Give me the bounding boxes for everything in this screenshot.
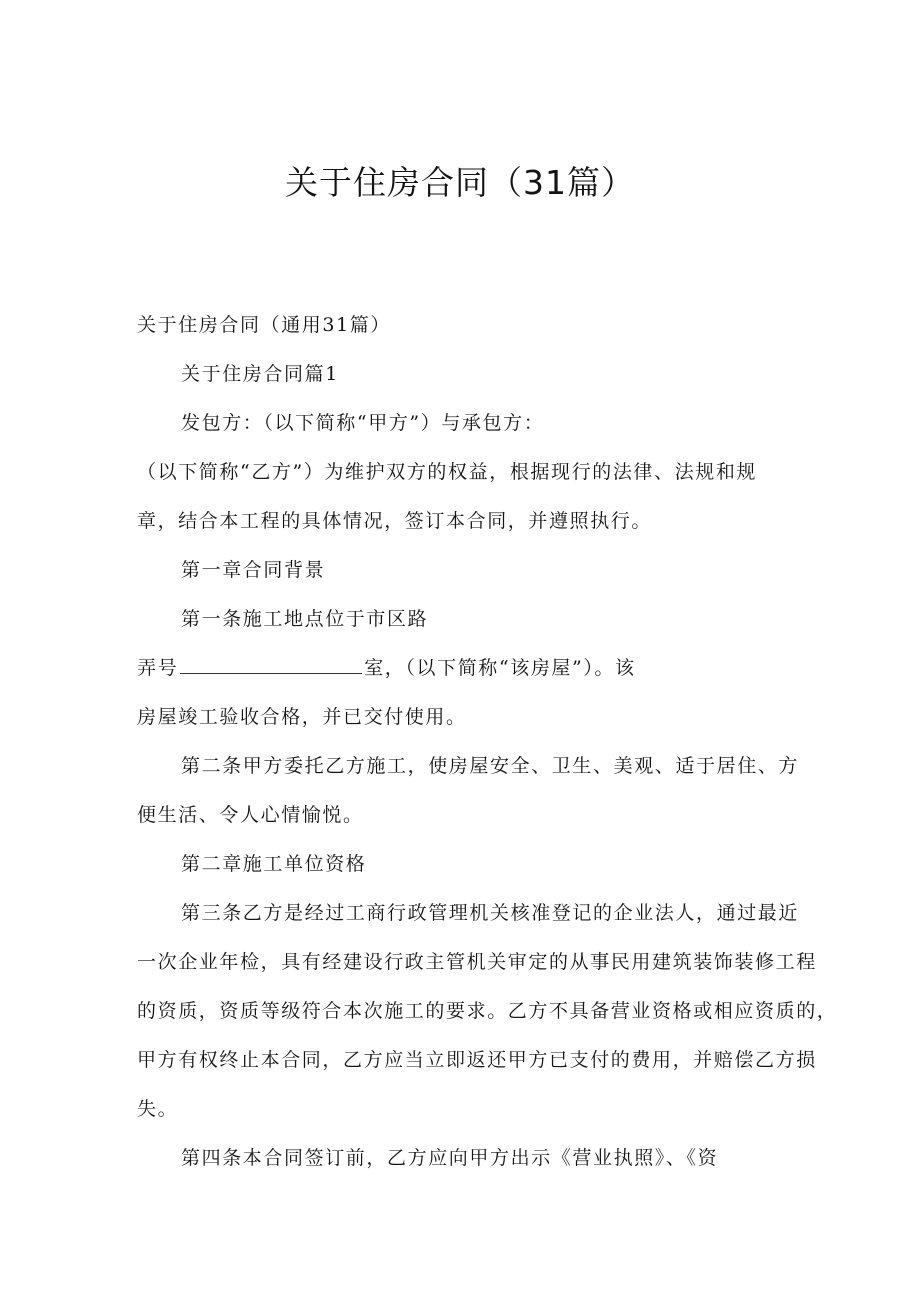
subtitle-line: 关于住房合同（通用31篇）	[137, 314, 391, 336]
paragraph-line: 第一条施工地点位于市区路	[181, 608, 429, 630]
section-heading: 关于住房合同篇1	[181, 363, 339, 385]
paragraph-line: （以下简称“乙方”）为维护双方的权益，根据现行的法律、法规和规	[137, 461, 758, 483]
paragraph-line: 一次企业年检，具有经建设行政主管机关审定的从事民用建筑装饰装修工程	[137, 951, 817, 973]
chapter-heading: 第二章施工单位资格	[181, 853, 367, 875]
paragraph-line: 章，结合本工程的具体情况，签订本合同，并遵照执行。	[137, 510, 653, 532]
paragraph-line: 的资质，资质等级符合本次施工的要求。乙方不具备营业资格或相应资质的，	[137, 1000, 838, 1022]
paragraph-line: 失。	[137, 1098, 179, 1120]
paragraph-line: 发包方：（以下简称“甲方”）与承包方：	[181, 412, 545, 434]
document-title: 关于住房合同（31篇）	[285, 163, 635, 202]
paragraph-line-with-blank	[137, 654, 636, 682]
paragraph-line: 便生活、令人心情愉悦。	[137, 804, 364, 826]
paragraph-line: 第四条本合同签订前，乙方应向甲方出示《营业执照》、《资	[181, 1147, 719, 1169]
paragraph-fragment: 弄号	[137, 657, 179, 679]
paragraph-line: 第三条乙方是经过工商行政管理机关核准登记的企业法人，通过最近	[181, 902, 800, 924]
paragraph-line: 甲方有权终止本合同，乙方应当立即返还甲方已支付的费用，并赔偿乙方损	[137, 1049, 817, 1071]
paragraph-line: 第二条甲方委托乙方施工，使房屋安全、卫生、美观、适于居住、方	[181, 755, 800, 777]
paragraph-line: 房屋竣工验收合格，并已交付使用。	[137, 706, 467, 728]
fill-in-blank	[180, 655, 362, 674]
chapter-heading: 第一章合同背景	[181, 559, 326, 581]
paragraph-fragment: 室，（以下简称“该房屋”）。该	[364, 657, 636, 679]
